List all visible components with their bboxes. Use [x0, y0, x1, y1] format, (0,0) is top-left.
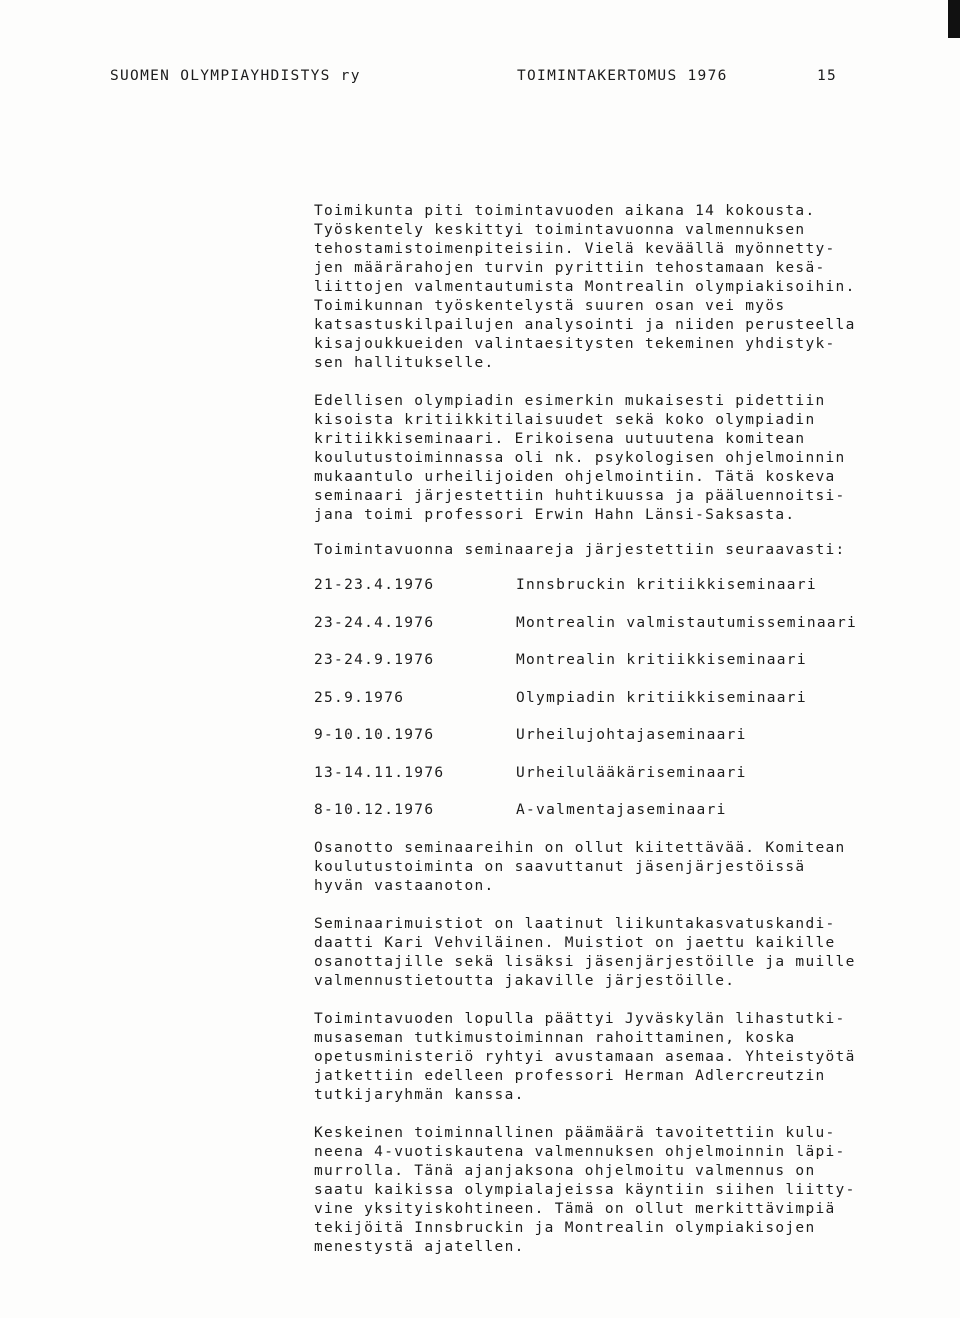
paragraph-research-funding: Toimintavuoden lopulla päättyi Jyväskylän lihastutki- musaseman tutkimustoiminnan rahoittaminen, koska opetusministeriö ryhtyi avustamaan asemaa. Yhteistyötä jatkettiin edelleen professori Herman Adlercreutzin tutkijaryhmän kanssa.: [314, 1011, 856, 1103]
seminar-name: Urheilujohtajaseminaari: [516, 727, 747, 743]
seminar-row: [314, 727, 914, 765]
seminar-name: Innsbruckin kritiikkiseminaari: [516, 577, 817, 593]
seminar-date: 23-24.9.1976: [314, 652, 435, 668]
seminar-date: 23-24.4.1976: [314, 614, 435, 631]
seminar-row: [314, 690, 914, 728]
paragraph-critique-seminars: Edellisen olympiadin esimerkin mukaisesti pidettiin kisoista kritiikkitilaisuudet sekä koko olympiadin kritiikkiseminaari. Erikoisena uutuutena komitean koulutustoiminnassa oli nk. psykologisen ohjelmoinnin mukaantulo urheilijoiden ohjelmointiin. Tätä koskeva seminaari järjestettiin huhtikuussa ja pääluennoitsi- jana toimi professori Erwin Hahn Länsi-Saksasta.: [314, 393, 846, 523]
seminar-row: [314, 615, 914, 653]
paragraph-committee-meetings: Toimikunta piti toimintavuoden aikana 14 kokousta. Työskentely keskittyi toimintavuonna valmennuksen tehostamistoimenpiteisiin. Vielä keväällä myönnetty- jen määrärahojen turvin pyrittiin tehostamaan kesä- liittojen valmentautumista Montrealin olympiakisoihin. Toimikunnan työskentelystä suuren osan vei myös katsastuskilpailujen analysointi ja niiden perusteella kisajoukkueiden valintaesitysten tekeminen yhdistyk- sen hallitukselle.: [314, 203, 856, 371]
seminar-row: [314, 652, 914, 690]
seminar-name: Montrealin kritiikkiseminaari: [516, 652, 807, 668]
header-page-number: 15: [817, 68, 838, 84]
scan-corner-mark: [948, 0, 960, 38]
seminar-date: 9-10.10.1976: [314, 727, 435, 743]
paragraph-participation: Osanotto seminaareihin on ollut kiitettävää. Komitean koulutustoiminta on saavuttanut jäsenjärjestöissä hyvän vastaanoton.: [314, 840, 846, 894]
seminar-name: Urheilulääkäriseminaari: [516, 764, 747, 781]
seminar-row: [314, 765, 914, 803]
paragraph-main-goal: Keskeinen toiminnallinen päämäärä tavoitettiin kulu- neena 4-vuotiskautena valmennuksen ohjelmoinnin läpi- murrolla. Tänä ajanjaksona ohjelmoitu valmennus on saatu kaikissa olympialajeissa käyntiin siihen liitty- vine yksityiskohtineen. Tämä on ollut merkittävimpiä tekijöitä Innsbruckin ja Montrealin olympiakisojen menestystä ajatellen.: [314, 1125, 856, 1255]
seminar-row: [314, 577, 914, 615]
seminar-name: A-valmentajaseminaari: [516, 802, 727, 818]
paragraph-seminar-memos: Seminaarimuistiot on laatinut liikuntakasvatuskandi- daatti Kari Vehviläinen. Muistiot on jaettu kaikille osanottajille sekä lisäksi jäsenjärjestöille ja muille valmennustietoutta jakaville järjestöille.: [314, 916, 856, 989]
seminar-name: Montrealin valmistautumisseminaari: [516, 614, 858, 631]
seminar-date: 21-23.4.1976: [314, 577, 435, 593]
header-organization: SUOMEN OLYMPIAYHDISTYS ry: [110, 68, 361, 84]
seminar-date: 13-14.11.1976: [314, 764, 445, 781]
seminar-list: [314, 577, 914, 840]
seminar-row: [314, 802, 914, 840]
header-report-title: TOIMINTAKERTOMUS 1976: [517, 68, 728, 84]
seminar-date: 25.9.1976: [314, 689, 405, 706]
seminar-name: Olympiadin kritiikkiseminaari: [516, 689, 807, 706]
page-header: [110, 68, 850, 90]
seminar-date: 8-10.12.1976: [314, 802, 435, 818]
paragraph-seminars-intro: Toimintavuonna seminaareja järjestettiin seuraavasti:: [314, 542, 846, 558]
